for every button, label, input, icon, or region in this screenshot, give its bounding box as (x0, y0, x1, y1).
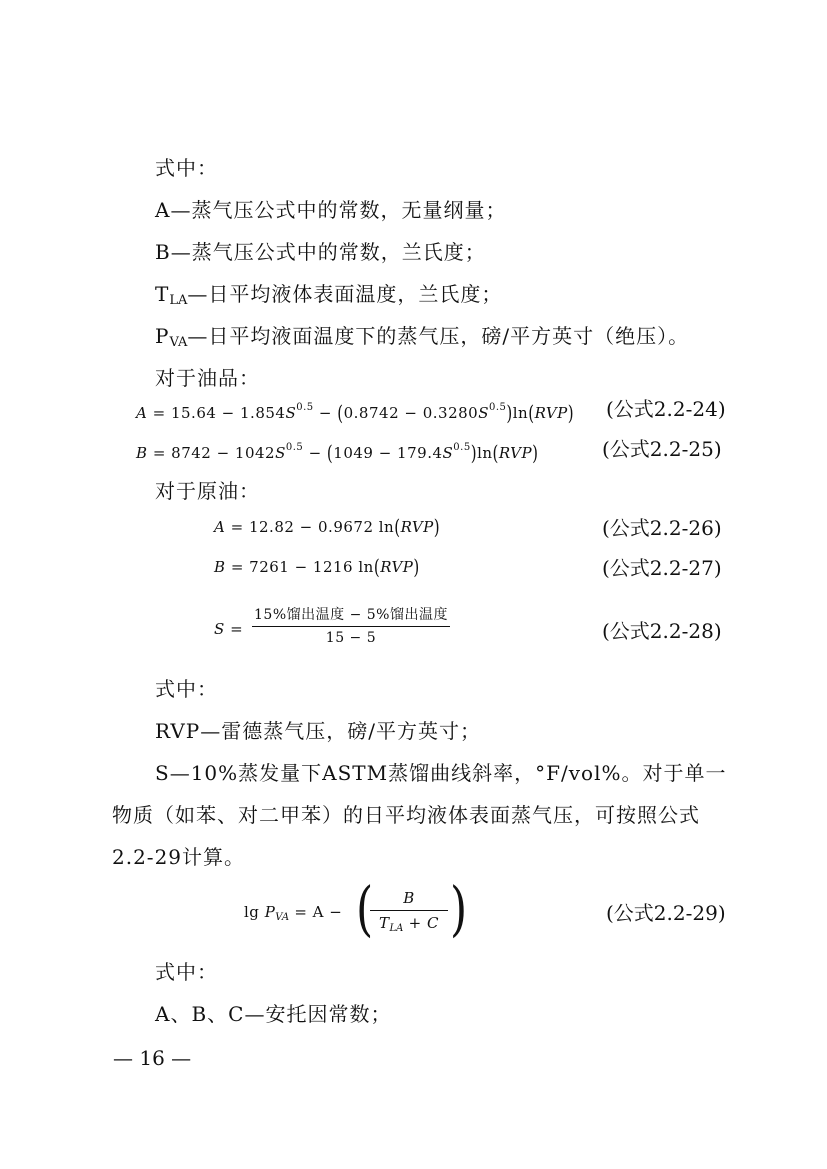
f25-inner-s: S (442, 444, 454, 462)
f24-lhs: A (136, 404, 148, 422)
f25-exp: 0.5 (285, 442, 304, 453)
f29-denominator (370, 911, 448, 939)
heading-oil-products: 对于油品： (155, 366, 260, 390)
def-abc: A、B、C—安托因常数； (155, 1002, 392, 1026)
tla-symbol: T (155, 282, 170, 306)
pva-symbol: P (155, 324, 170, 348)
f27-rvp: RVP (380, 558, 414, 576)
def-a: A—蒸气压公式中的常数，无量纲量； (155, 198, 507, 222)
f27-lhs: B (214, 558, 226, 576)
f28-denominator: 15 − 5 (325, 630, 377, 646)
f28-eq: = (230, 620, 244, 638)
f24-inner: 0.8742 − 0.3280 (343, 404, 479, 422)
f25-mid: − (308, 444, 327, 462)
f25-inner-exp: 0.5 (453, 442, 471, 453)
def-rvp: RVP—雷德蒸气压，磅/平方英寸； (155, 719, 481, 743)
heading-crude-oil: 对于原油： (155, 479, 260, 503)
f26-rvp: RVP (400, 518, 434, 536)
formula-2-2-29 (244, 902, 342, 928)
f27-eq: = 7261 − 1216 ln (230, 558, 374, 576)
f28-lhs: S (214, 620, 225, 638)
f24-eq: = 15.64 − 1.854 (152, 404, 286, 422)
formula-2-2-24: $A = 15.64 - 1.854S^{0.5} - (0.8742 - 0.3280S^{0.5})\ln(RVP)$ (136, 400, 575, 426)
f25-eq: = 8742 − 1042 (152, 444, 276, 462)
page-number: — 16 — (113, 1046, 192, 1070)
f26-label: (公式2.2-26) (602, 516, 722, 540)
f24-rvp: RVP (534, 404, 568, 422)
f28-label: (公式2.2-28) (602, 619, 722, 643)
f24-label: (公式2.2-24) (606, 397, 726, 421)
f29-right-paren: ) (450, 875, 468, 944)
f29-left-paren: ( (356, 875, 374, 944)
f25-s: S (275, 444, 286, 462)
f24-exp: 0.5 (296, 402, 314, 413)
f26-lhs: A (214, 518, 226, 536)
label-shizhong-1: 式中： (155, 156, 218, 180)
f29-numerator (370, 888, 448, 911)
def-pva (155, 324, 689, 355)
formula-2-2-27: B = 7261 − 1216 ln(RVP) (214, 554, 420, 580)
label-shizhong-3: 式中： (155, 960, 218, 984)
f29-eq: = A − (294, 903, 343, 921)
tla-text: —日平均液体表面温度，兰氏度； (187, 282, 503, 306)
formula-2-2-25: $B = 8742 - 1042S^{0.5} - (1049 - 179.4S^{0.5})\ln(RVP)$ (136, 440, 539, 466)
def-tla (155, 282, 502, 313)
def-s-line3: 2.2-29计算。 (112, 845, 246, 869)
f29-den-rest: + C (408, 914, 439, 932)
f25-inner: 1049 − 179.4 (333, 444, 443, 462)
f25-ln: ln (477, 444, 493, 462)
f25-label: (公式2.2-25) (602, 437, 722, 461)
def-b: B—蒸气压公式中的常数，兰氏度； (155, 240, 486, 264)
f29-den-sub: LA (389, 923, 404, 934)
f29-num-b: B (403, 889, 415, 907)
formula-2-2-26: A = 12.82 − 0.9672 ln(RVP) (214, 514, 441, 540)
f26-eq: = 12.82 − 0.9672 ln (230, 518, 395, 536)
f29-den-t: T (379, 914, 390, 932)
f27-label: (公式2.2-27) (602, 556, 722, 580)
f24-s: S (285, 404, 297, 422)
f25-lhs: B (136, 444, 148, 462)
f29-lg: lg (244, 903, 260, 921)
tla-subscript: LA (169, 293, 188, 308)
f24-ln: ln (512, 404, 529, 422)
pva-text: —日平均液面温度下的蒸气压，磅/平方英寸（绝压）。 (187, 324, 690, 348)
f29-label: (公式2.2-29) (606, 901, 726, 925)
def-s-line2: 物质（如苯、对二甲苯）的日平均液体表面蒸气压，可按照公式 (112, 803, 700, 827)
f24-inner-exp: 0.5 (488, 402, 507, 413)
f28-fraction (252, 606, 450, 647)
def-s-line1: S—10%蒸发量下ASTM蒸馏曲线斜率，°F/vol%。对于单一 (155, 761, 727, 785)
pva-subscript: VA (169, 335, 188, 350)
f29-fraction (370, 888, 448, 939)
f28-numerator: 15%馏出温度 − 5%馏出温度 (252, 606, 450, 627)
f29-p: P (264, 903, 276, 921)
f24-inner-s: S (478, 404, 489, 422)
f29-p-sub: VA (275, 912, 290, 923)
f28-lhs-eq (214, 619, 243, 639)
label-shizhong-2: 式中： (155, 677, 218, 701)
f25-rvp: RVP (498, 444, 533, 462)
f24-mid: − (318, 404, 338, 422)
